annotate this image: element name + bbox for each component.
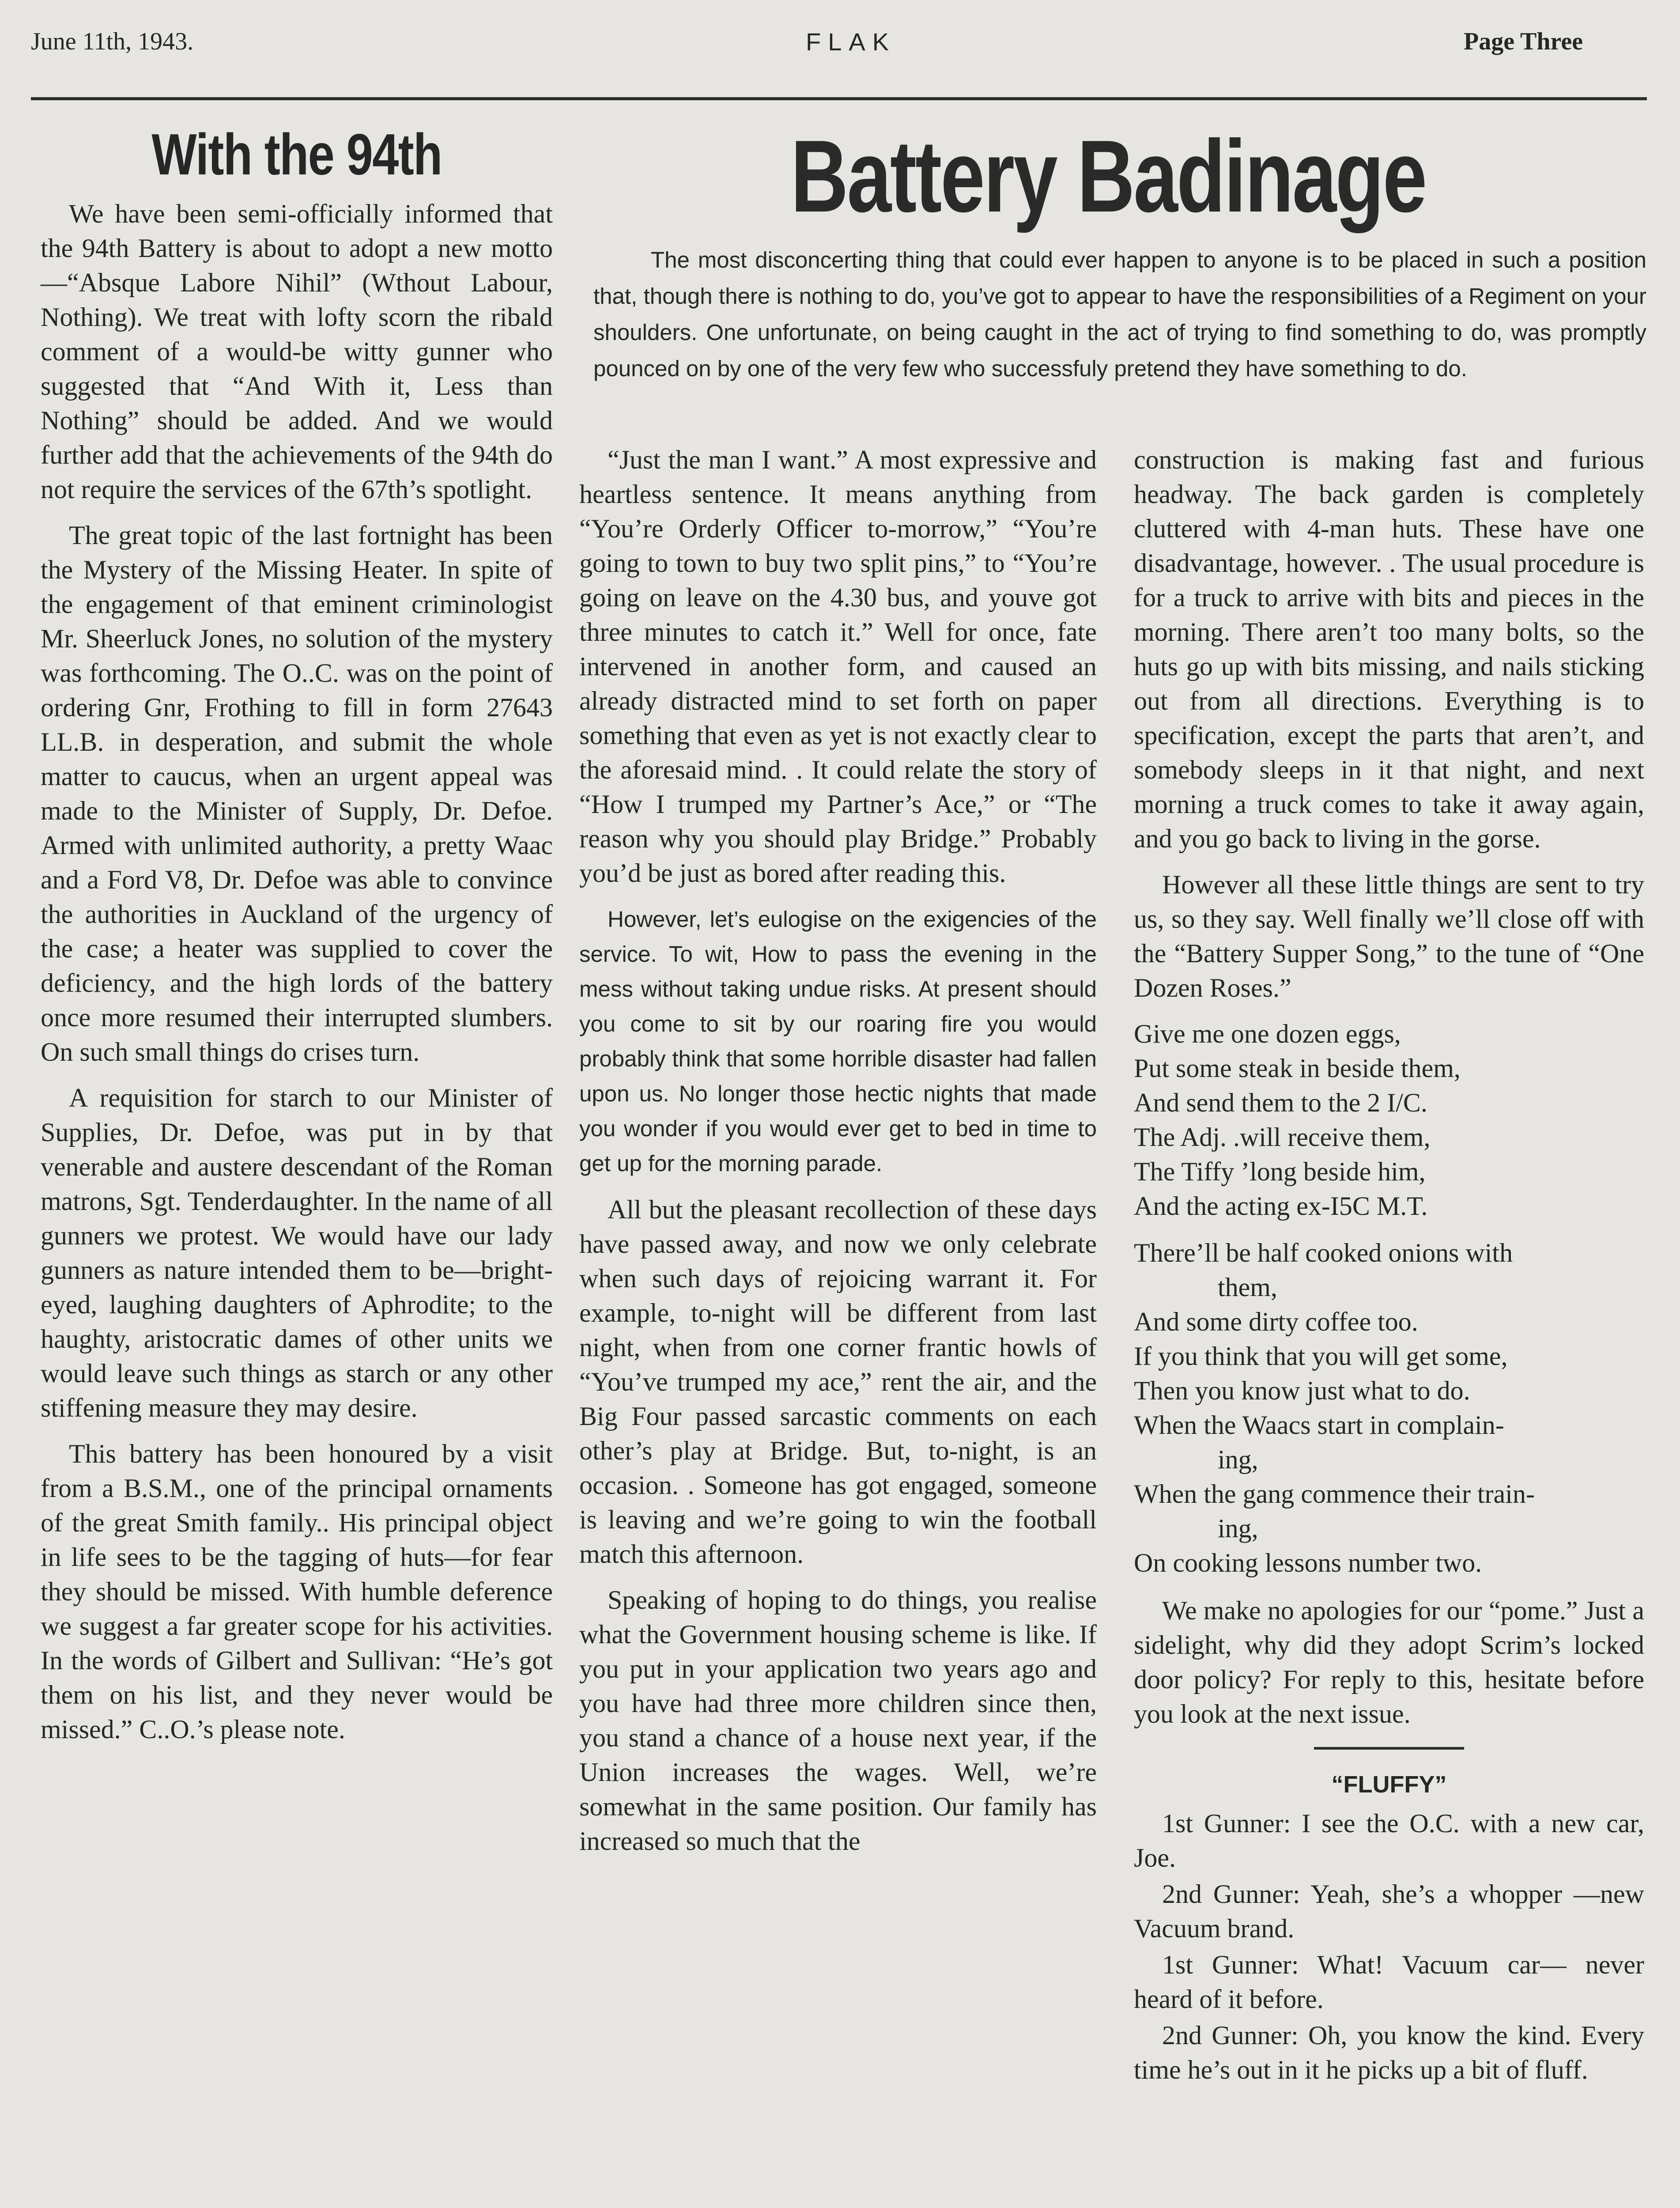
paragraph: Speaking of hoping to do things, you realise what the Government housing scheme is like. If you put in your application two years ago and you have had three more children since then, you stand a chance of a house next year, if the Union increases the wages. Well, we’re somewhat in the same position. Our family has increased so much that the bbox=[579, 1585, 1097, 1856]
song-stanza bbox=[1134, 1236, 1644, 1580]
article-intro: The most disconcerting thing that could ever happen to anyone is to be placed in such a position that, though there is nothing to do, you’ve got to appear to have the responsibilities of a Regiment on your shoulders. One unfortunate, on being caught in the act of trying to find something to do, was promptly pounced on by one of the very few who successfuly pretend they have something to do. bbox=[593, 247, 1646, 381]
paragraph-sans: However, let’s eulogise on the exigencies of the service. To wit, How to pass the evening in the mess without taking undue risks. At present should you come to sit by our roaring fire you would probably think that some horrible disaster had fallen upon us. No longer those hectic nights that made you wonder if you would ever get to bed in time to get up for the morning parade. bbox=[579, 907, 1097, 1176]
article-with-the-94th bbox=[41, 121, 553, 1758]
dialogue-line: 2nd Gunner: Oh, you know the kind. Every time he’s out in it he picks up a bit of fluff. bbox=[1134, 2021, 1644, 2084]
article-column-middle bbox=[579, 442, 1097, 1870]
song-line: And send them to the 2 I/C. bbox=[1134, 1088, 1427, 1117]
song-line: If you think that you will get some, bbox=[1134, 1342, 1508, 1371]
song-line: On cooking lessons number two. bbox=[1134, 1548, 1482, 1577]
article-title: With the 94th bbox=[151, 122, 442, 187]
song-line: ing, bbox=[1218, 1445, 1258, 1474]
song-line: When the Waacs start in complain- bbox=[1134, 1410, 1504, 1440]
dialogue-line: 1st Gunner: What! Vacuum car— never heard of it before. bbox=[1134, 1950, 1644, 2014]
song-line: And the acting ex-I5C M.T. bbox=[1134, 1191, 1428, 1221]
song-line: When the gang commence their train- bbox=[1134, 1479, 1535, 1509]
paragraph: However all these little things are sent to try us, so they say. Well finally we’ll close off with the “Battery Supper Song,” to the tune of “One Dozen Roses.” bbox=[1134, 870, 1644, 1002]
song-line: The Tiffy ’long beside him, bbox=[1134, 1157, 1426, 1186]
header-rule bbox=[31, 97, 1647, 100]
paragraph: All but the pleasant recollection of these days have passed away, and now we only celebrate when such days of rejoicing warrant it. For example, to-night will be different from last night, when from one corner frantic howls of “You’ve trumped my ace,” rent the air, and the Big Four passed sarcastic comments on each other’s play at Bridge. But, to-night, is an occasion. . Someone has got engaged, someone is leaving and we’re going to win the football match this afternoon. bbox=[579, 1195, 1097, 1569]
paragraph: This battery has been honoured by a visit from a B.S.M., one of the principal ornaments of the great Smith family.. His principal object in life sees to be the tagging of huts—for fear they should be missed. With humble deference we suggest a far greater scope for his activities. In the words of Gilbert and Sullivan: “He’s got them on his list, and they never would be missed.” C..O.’s please note. bbox=[41, 1439, 553, 1744]
publication-name: FLAK bbox=[806, 28, 896, 56]
article-title-battery-badinage: Battery Badinage bbox=[790, 119, 1426, 234]
paragraph: construction is making fast and furious headway. The back garden is completely cluttered with 4-man huts. These have one disadvantage, however. . The usual procedure is for a truck to arrive with bits and pieces in the morning. There aren’t too many bolts, so the huts go up with bits missing, and nails sticking out from all directions. Everything is to specification, except the parts that aren’t, and somebody sleeps in it that night, and next morning a truck comes to take it away again, and you go back to living in the gorse. bbox=[1134, 445, 1644, 853]
dialogue-line: 2nd Gunner: Yeah, she’s a whopper —new Vacuum brand. bbox=[1134, 1879, 1644, 1943]
paragraph: The great topic of the last fortnight has been the Mystery of the Missing Heater. In spite of the engagement of that eminent criminologist Mr. Sheerluck Jones, no solution of the mystery was forthcoming. The O..C. was on the point of ordering Gnr, Frothing to fill in form 27643 LL.B. in desperation, and submit the whole matter to caucus, when an urgent appeal was made to the Minister of Supply, Dr. Defoe. Armed with unlimited authority, a pretty Waac and a Ford V8, Dr. Defoe was able to convince the authorities in Auckland of the urgency of the case; a heater was supplied to cover the deficiency, and the high lords of the battery once more resumed their interrupted slumbers. On such small things do crises turn. bbox=[41, 521, 553, 1066]
paragraph: “Just the man I want.” A most expressive and heartless sentence. It means anything from “You’re Orderly Officer to-morrow,” “You’re going to town to buy two split pins,” to “You’re going on leave on the 4.30 bus, and youve got three minutes to catch it.” Well for once, fate intervened in another form, and caused an already distracted mind to set forth on paper something that even as yet is not exactly clear to the aforesaid mind. . It could relate the story of “How I trumped my Partner’s Ace,” or “The reason why you should play Bridge.” Probably you’d be just as bored after reading this. bbox=[579, 445, 1097, 888]
issue-date: June 11th, 1943. bbox=[31, 28, 194, 55]
article-column-right bbox=[1134, 442, 1644, 2089]
song-line: Give me one dozen eggs, bbox=[1134, 1019, 1401, 1048]
song-line: Then you know just what to do. bbox=[1134, 1376, 1470, 1405]
song-line: them, bbox=[1218, 1273, 1277, 1302]
fluffy-heading: “FLUFFY” bbox=[1331, 1771, 1447, 1798]
song-stanza bbox=[1134, 1017, 1644, 1223]
song-line: Put some steak in beside them, bbox=[1134, 1054, 1461, 1083]
paragraph: We have been semi-officially informed that the 94th Battery is about to adopt a new motto—“Absque Labore Nihil” (Wthout Labour, Nothing). We treat with lofty scorn the ribald comment of a would-be witty gunner who suggested that “And With it, Less than Nothing” should be added. And we would further add that the achievements of the 94th do not require the services of the 67th’s spotlight. bbox=[41, 199, 553, 504]
song-line: The Adj. .will receive them, bbox=[1134, 1123, 1431, 1152]
paragraph: A requisition for starch to our Minister of Supplies, Dr. Defoe, was put in by that venerable and austere descendant of the Roman matrons, Sgt. Tenderdaughter. In the name of all gunners we protest. We would have our lady gunners as nature intended them to be—bright-eyed, laughing daughters of Aphrodite; to the haughty, aristocratic dames of other units we would leave such things as starch or any other stiffening measure they may desire. bbox=[41, 1083, 553, 1422]
song-line: ing, bbox=[1218, 1514, 1258, 1543]
page-number: Page Three bbox=[1464, 28, 1583, 55]
song-line: And some dirty coffee too. bbox=[1134, 1307, 1418, 1336]
song-line: There’ll be half cooked onions with bbox=[1134, 1238, 1513, 1267]
section-divider bbox=[1314, 1747, 1464, 1750]
paragraph: We make no apologies for our “pome.” Just a sidelight, why did they adopt Scrim’s locked door policy? For reply to this, hesitate before you look at the next issue. bbox=[1134, 1596, 1644, 1728]
battery-supper-song bbox=[1134, 1017, 1644, 1580]
dialogue-line: 1st Gunner: I see the O.C. with a new car, Joe. bbox=[1134, 1809, 1644, 1872]
